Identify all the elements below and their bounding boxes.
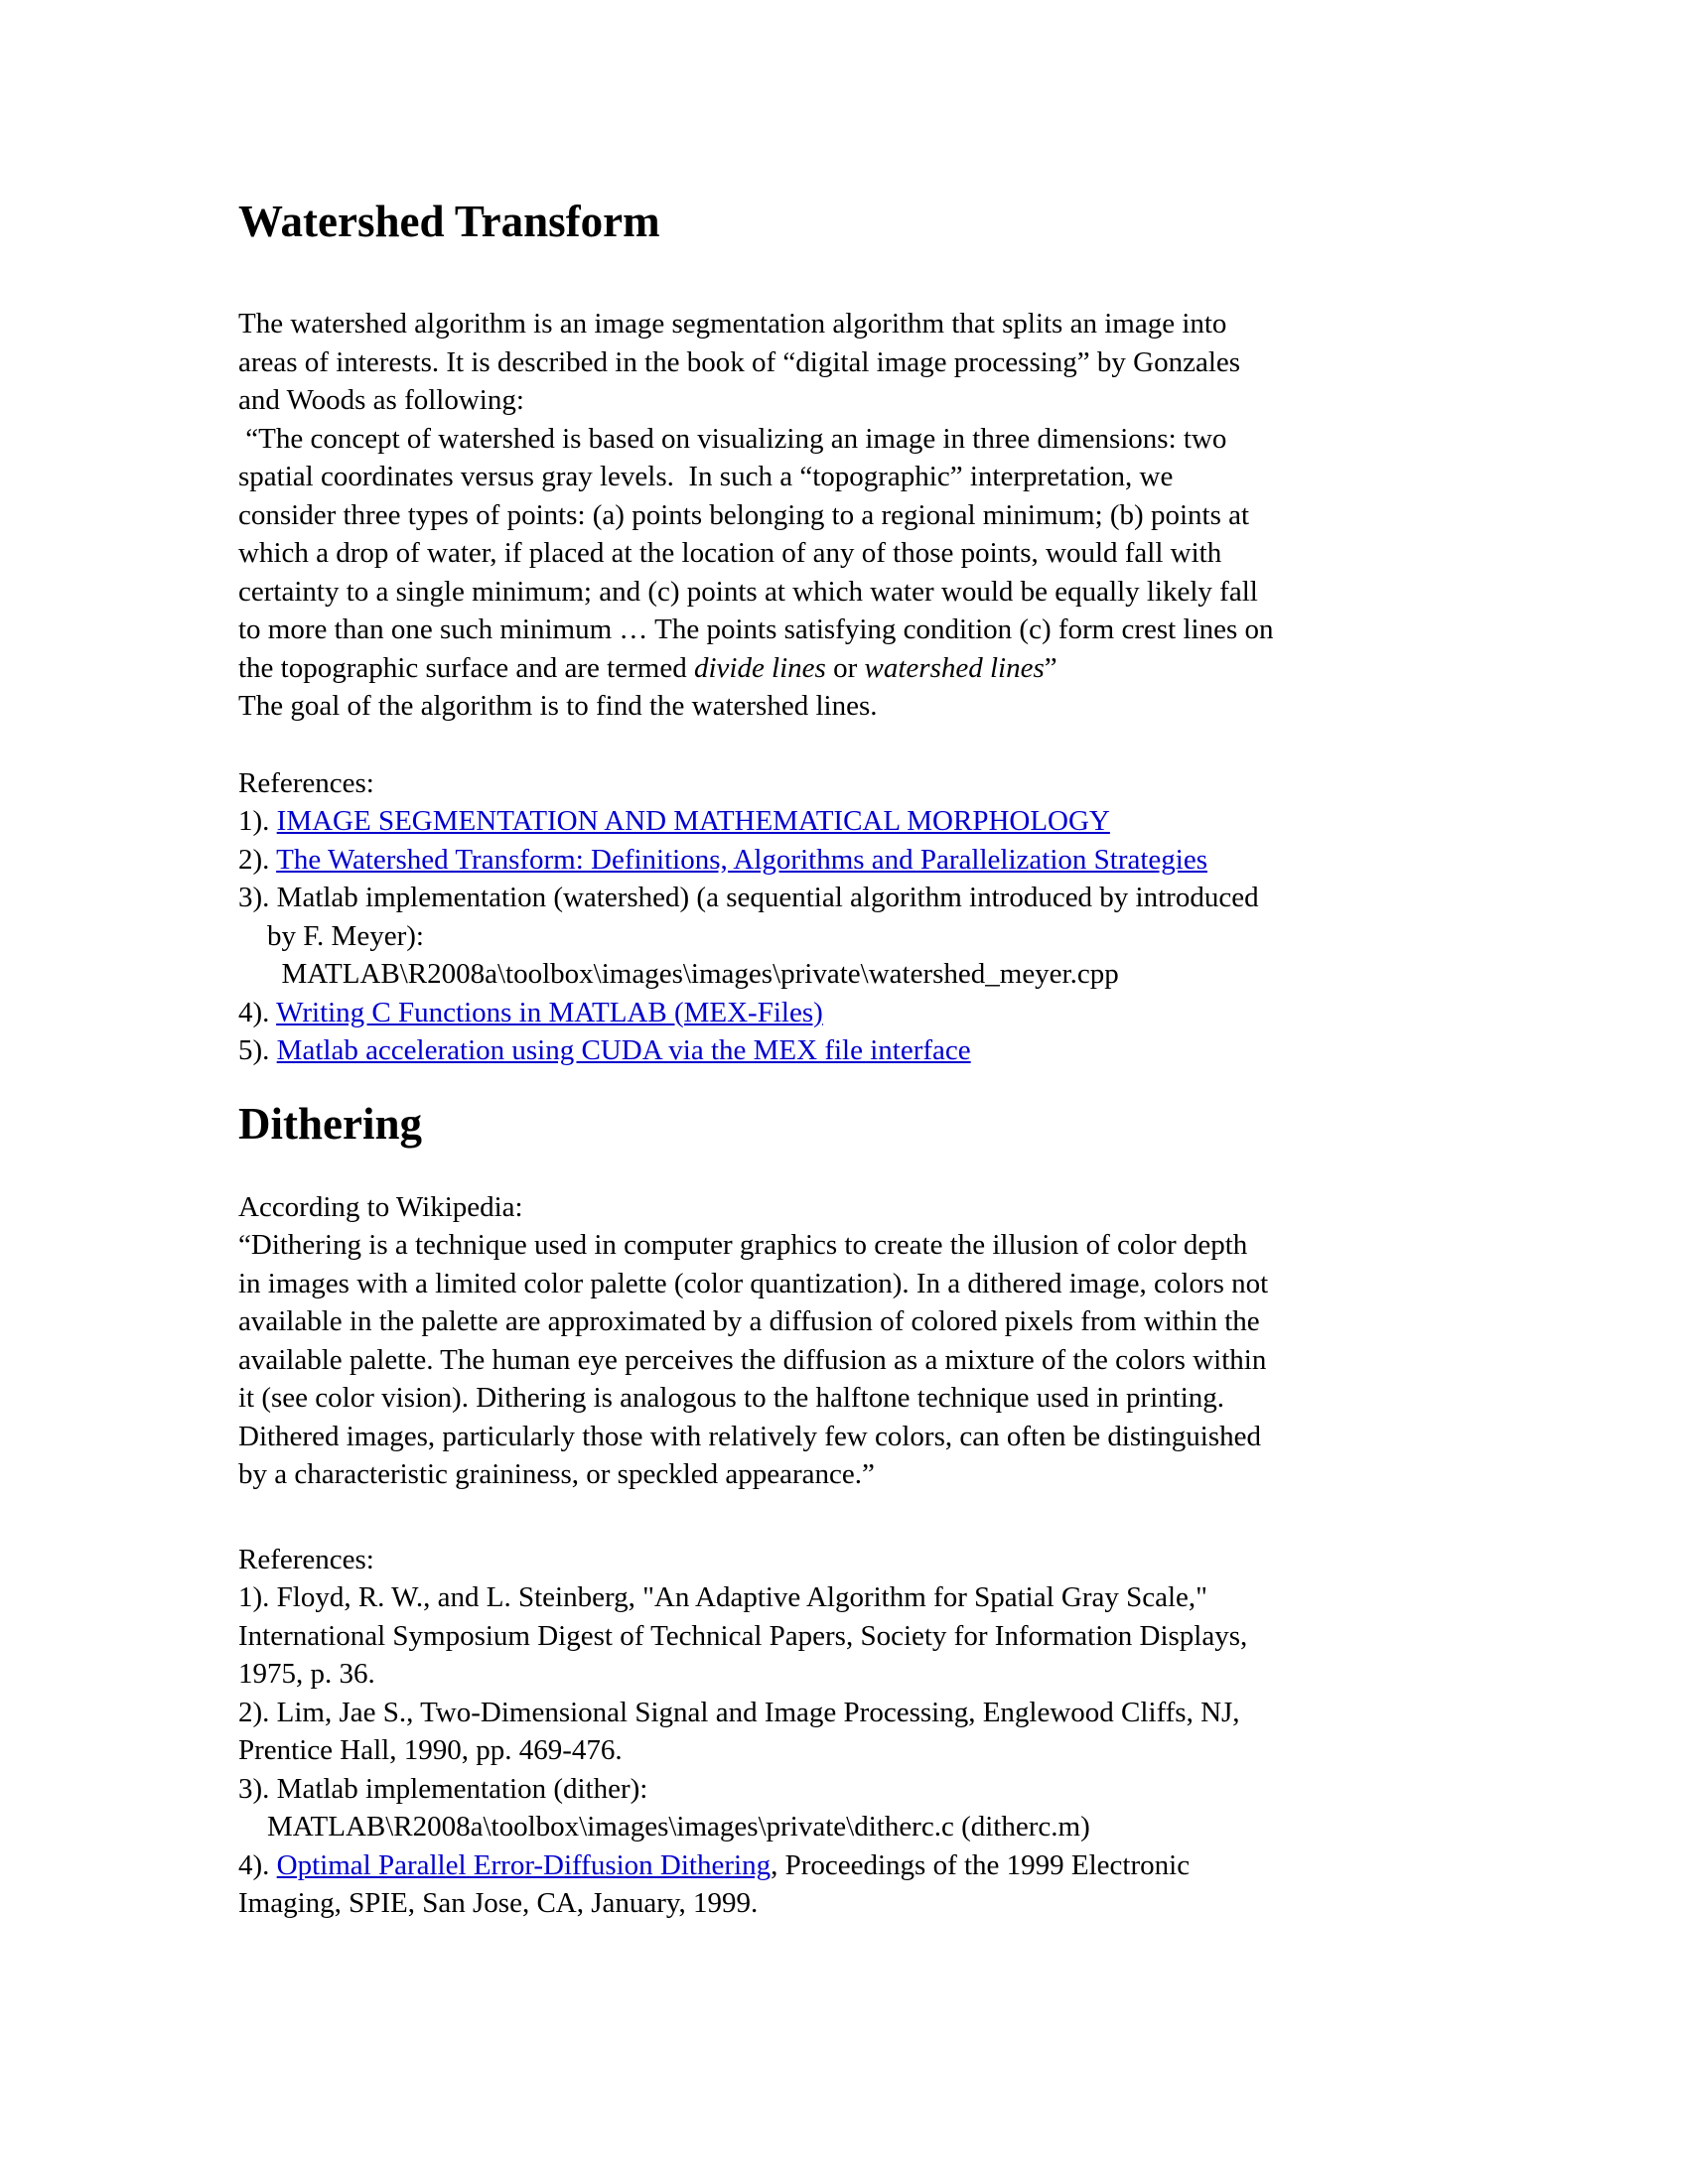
reference-number: 2). <box>238 843 277 876</box>
reference-item: 3). Matlab implementation (dither): <box>238 1772 648 1805</box>
reference-item-continuation: Prentice Hall, 1990, pp. 469-476. <box>238 1734 623 1766</box>
reference-item <box>238 841 1529 880</box>
mex-files-link[interactable]: Writing C Functions in MATLAB (MEX-Files) <box>276 996 823 1028</box>
reference-number: 4). <box>238 1848 277 1881</box>
text-line: spatial coordinates versus gray levels. In such a “topographic” interpretation, we <box>238 461 1174 492</box>
text-segment: , Proceedings of the 1999 Electronic <box>771 1848 1191 1881</box>
text-line: consider three types of points: (a) points belonging to a regional minimum; (b) points at <box>238 498 1250 531</box>
reference-item-continuation: by F. Meyer): <box>238 919 424 952</box>
document-page <box>238 196 1529 1923</box>
text-line <box>238 649 1529 688</box>
text-line: by a characteristic graininess, or speckled appearance.” <box>238 1458 875 1490</box>
text-line: in images with a limited color palette (color quantization). In a dithered image, colors not <box>238 1267 1269 1299</box>
reference-number: 5). <box>238 1034 277 1066</box>
reference-number: 4). <box>238 996 277 1028</box>
italic-term-divide-lines: divide lines <box>693 651 826 684</box>
text-line: it (see color vision). Dithering is analogous to the halftone technique used in printing. <box>238 1382 1225 1414</box>
dithering-heading: Dithering <box>238 1098 422 1149</box>
text-line: “Dithering is a technique used in computer graphics to create the illusion of color depth <box>238 1229 1248 1261</box>
watershed-heading: Watershed Transform <box>238 197 660 246</box>
text-line: areas of interests. It is described in the book of “digital image processing” by Gonzales <box>238 345 1241 378</box>
text-line: and Woods as following: <box>238 384 524 416</box>
references-label: References: <box>238 1543 374 1575</box>
text-line: The goal of the algorithm is to find the watershed lines. <box>238 690 878 722</box>
italic-term-watershed-lines: watershed lines <box>864 651 1045 684</box>
watershed-transform-paper-link[interactable]: The Watershed Transform: Definitions, Algorithms and Parallelization Strategies <box>276 843 1207 876</box>
reference-item-continuation: 1975, p. 36. <box>238 1658 375 1690</box>
text-line: available in the palette are approximated by a diffusion of colored pixels from within the <box>238 1305 1260 1337</box>
references-label: References: <box>238 766 374 799</box>
text-line: The watershed algorithm is an image segmentation algorithm that splits an image into <box>238 308 1227 340</box>
image-segmentation-morphology-link[interactable]: IMAGE SEGMENTATION AND MATHEMATICAL MORPHOLOGY <box>276 805 1110 837</box>
watershed-paragraph <box>238 305 1529 726</box>
reference-item: 1). Floyd, R. W., and L. Steinberg, "An Adaptive Algorithm for Spatial Gray Scale," <box>238 1581 1208 1613</box>
text-segment: the topographic surface and are termed <box>238 651 694 684</box>
text-line: Dithered images, particularly those with relatively few colors, can often be distinguished <box>238 1420 1261 1452</box>
text-line: According to Wikipedia: <box>238 1190 523 1223</box>
text-line: certainty to a single minimum; and (c) points at which water would be equally likely fall <box>238 575 1258 608</box>
error-diffusion-dithering-link[interactable]: Optimal Parallel Error-Diffusion Dithering <box>276 1848 772 1881</box>
matlab-path: MATLAB\R2008a\toolbox\images\images\private\watershed_meyer.cpp <box>238 958 1119 990</box>
reference-item <box>238 994 1529 1032</box>
cuda-mex-interface-link[interactable]: Matlab acceleration using CUDA via the MEX file interface <box>276 1034 971 1066</box>
reference-item: 2). Lim, Jae S., Two-Dimensional Signal and Image Processing, Englewood Cliffs, NJ, <box>238 1696 1240 1728</box>
text-line: “The concept of watershed is based on visualizing an image in three dimensions: two <box>238 422 1227 455</box>
reference-item: 3). Matlab implementation (watershed) (a sequential algorithm introduced by introduced <box>238 882 1259 913</box>
matlab-path: MATLAB\R2008a\toolbox\images\images\private\ditherc.c (ditherc.m) <box>238 1811 1090 1843</box>
reference-item <box>238 802 1529 841</box>
text-line: to more than one such minimum … The points satisfying condition (c) form crest lines on <box>238 614 1274 645</box>
reference-item <box>238 1846 1529 1885</box>
watershed-references <box>238 764 1529 1070</box>
text-segment: or <box>825 651 865 684</box>
dithering-references <box>238 1541 1529 1923</box>
text-segment: ” <box>1044 651 1057 684</box>
reference-item <box>238 1031 1529 1070</box>
text-line: which a drop of water, if placed at the location of any of those points, would fall with <box>238 537 1222 569</box>
reference-item-continuation: International Symposium Digest of Technical Papers, Society for Information Displays, <box>238 1619 1248 1652</box>
dithering-paragraph <box>238 1188 1529 1494</box>
reference-item-continuation: Imaging, SPIE, San Jose, CA, January, 1999. <box>238 1887 759 1919</box>
text-line: available palette. The human eye perceives the diffusion as a mixture of the colors within <box>238 1343 1267 1376</box>
reference-number: 1). <box>238 805 277 837</box>
